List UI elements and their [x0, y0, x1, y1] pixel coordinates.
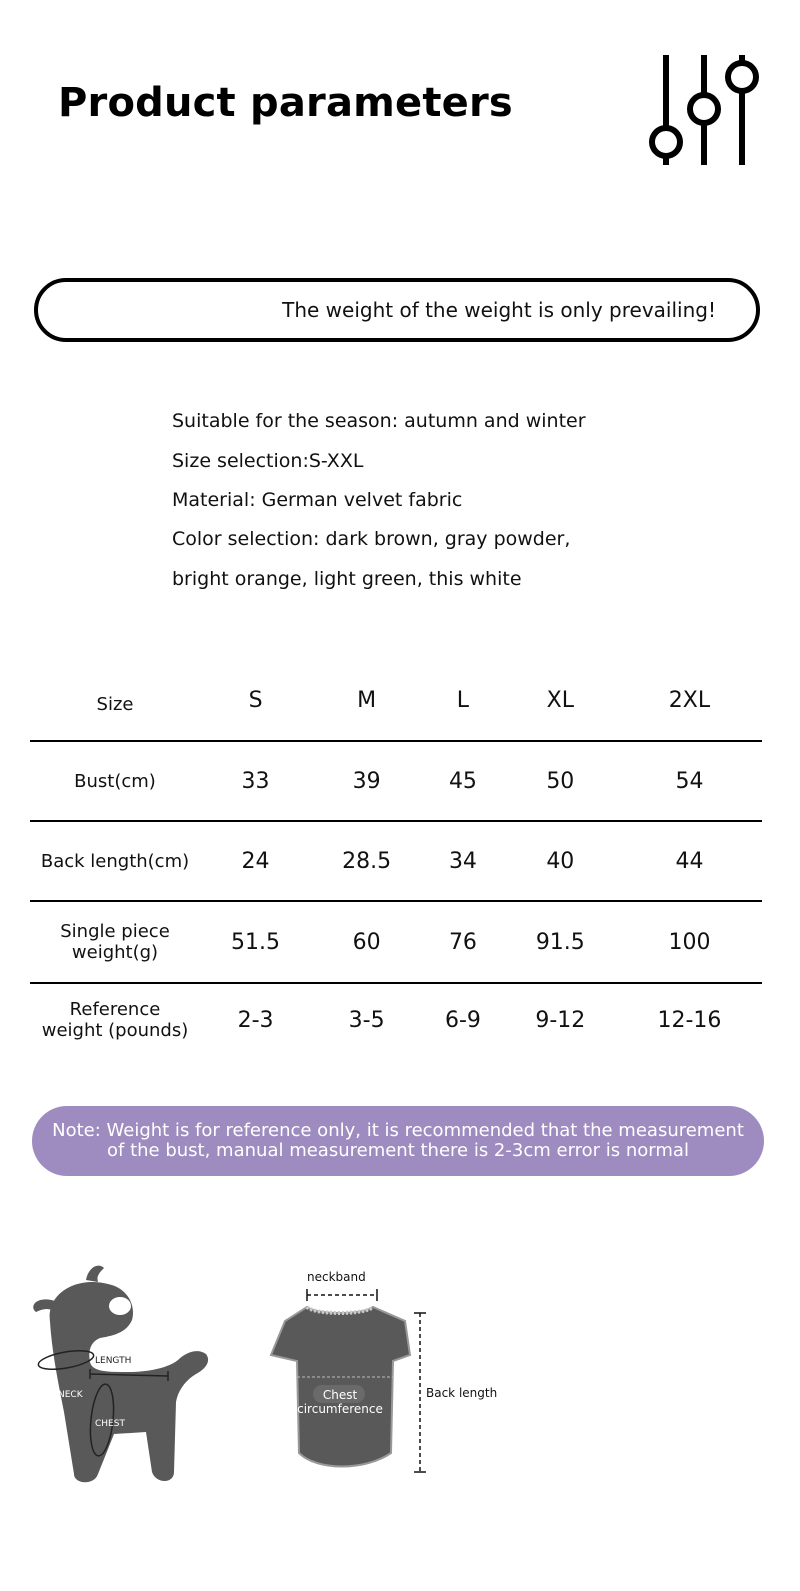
table-cell: 50: [504, 741, 617, 821]
notice-banner: [34, 278, 760, 342]
notice-text: The weight of the weight is only prevailing!: [282, 298, 716, 322]
chest-label: circumference: [297, 1402, 383, 1416]
size-column-header: 2XL: [617, 660, 762, 741]
row-label-line: weight (pounds): [41, 1020, 189, 1041]
table-cell: 33: [200, 741, 311, 821]
table-cell: 28.5: [311, 821, 422, 901]
table-cell: 3-5: [348, 1007, 385, 1033]
length-label: LENGTH: [95, 1356, 132, 1366]
table-header-row: [30, 660, 762, 741]
table-cell: 54: [617, 741, 762, 821]
table-cell: 12-16: [657, 1007, 722, 1033]
spec-season: Suitable for the season: autumn and winter: [172, 410, 586, 432]
size-column-header: XL: [504, 660, 617, 741]
size-table: [30, 660, 762, 1056]
table-cell: 34: [422, 821, 504, 901]
back-length-label: Back length: [426, 1386, 498, 1400]
dog-measurement-diagram: [28, 1262, 218, 1487]
table-cell: 2-3: [237, 1007, 274, 1033]
row-label-single-weight: [30, 901, 200, 983]
size-column-header: S: [200, 660, 311, 741]
row-label-line: Reference: [69, 999, 161, 1020]
table-cell: 100: [617, 901, 762, 983]
neck-label: NECK: [58, 1390, 83, 1400]
note-banner: [32, 1106, 764, 1176]
table-cell: 39: [311, 741, 422, 821]
chest-label: Chest: [322, 1388, 358, 1402]
spec-size: Size selection:S-XXL: [172, 450, 364, 472]
row-label-line: Single piece: [60, 921, 170, 942]
row-label-reference-weight: [30, 983, 200, 1056]
note-line: of the bust, manual measurement there is 2-3cm error is normal: [107, 1140, 689, 1161]
chest-label: CHEST: [95, 1419, 125, 1429]
table-cell: 60: [311, 901, 422, 983]
dog-eye: [109, 1297, 131, 1315]
table-row: [30, 983, 762, 1056]
table-row: [30, 741, 762, 821]
table-cell: 51.5: [200, 901, 311, 983]
table-row: [30, 901, 762, 983]
sliders-icon: [645, 50, 765, 170]
table-row: [30, 821, 762, 901]
row-label-back-length: Back length(cm): [30, 821, 200, 901]
size-column-header: M: [311, 660, 422, 741]
page-title: Product parameters: [58, 80, 513, 126]
size-column-header: L: [422, 660, 504, 741]
row-label-bust: Bust(cm): [30, 741, 200, 821]
shirt-measurement-diagram: [265, 1265, 505, 1480]
spec-material: Material: German velvet fabric: [172, 489, 463, 511]
spec-color-continued: bright orange, light green, this white: [172, 568, 522, 590]
table-cell: 24: [200, 821, 311, 901]
spec-color: Color selection: dark brown, gray powder,: [172, 528, 571, 550]
table-cell: 9-12: [535, 1007, 586, 1033]
table-cell: 6-9: [444, 1007, 481, 1033]
table-cell: 40: [504, 821, 617, 901]
table-cell: 45: [422, 741, 504, 821]
table-cell: 76: [422, 901, 504, 983]
neckband-label: neckband: [307, 1270, 366, 1284]
table-cell: 44: [617, 821, 762, 901]
size-header-label: Size: [30, 660, 200, 741]
note-line: Note: Weight is for reference only, it is recommended that the measurement: [52, 1120, 744, 1141]
row-label-line: weight(g): [71, 942, 159, 963]
table-cell: 91.5: [504, 901, 617, 983]
